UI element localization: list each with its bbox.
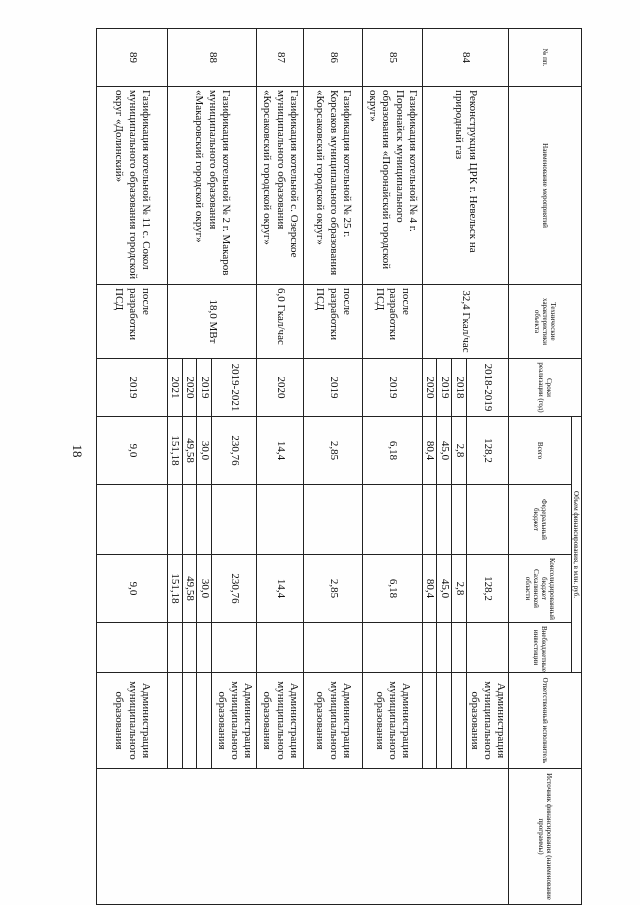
row-consolidated: 128,2 (466, 555, 508, 623)
row-name: Газификация котельной с. Озерское муниципального образования «Корсаковский городской округ» (257, 87, 304, 285)
row-terms: 2019 (437, 359, 452, 417)
row-terms: 2019 (197, 359, 212, 417)
row-terms: 2019 (303, 359, 362, 417)
row-name: Газификация котельной № 4 г. Поронайск муниципального образования «Поронайский городской округ» (363, 87, 422, 285)
row-consolidated: 151,18 (167, 555, 182, 623)
row-total: 14,4 (257, 417, 304, 485)
row-tech: после разработки ПСД (363, 285, 422, 359)
row-num: 86 (303, 29, 362, 87)
row-consolidated: 230,76 (212, 555, 257, 623)
row-name: Газификация котельной № 25 г. Корсаков муниципального образования «Корсаковский городской округ» (303, 87, 362, 285)
header-extra: Внебюджетные инвестиции (509, 623, 571, 673)
header-federal: Федеральный бюджет (509, 485, 571, 555)
row-tech: после разработки ПСД (303, 285, 362, 359)
row-consolidated: 30,0 (197, 555, 212, 623)
row-executor: Администрация муниципального образования (303, 673, 362, 769)
row-terms: 2020 (422, 359, 437, 417)
row-total: 80,4 (422, 417, 437, 485)
row-name: Реконструкция ЦРК г. Невельск на природный газ (422, 87, 509, 285)
row-total: 2,85 (303, 417, 362, 485)
row-consolidated: 6,18 (363, 555, 422, 623)
row-tech: 32,4 Гкал/час (422, 285, 509, 359)
row-terms: 2019-2021 (212, 359, 257, 417)
page-number: 18 (70, 444, 85, 458)
row-tech: после разработки ПСД (97, 285, 168, 359)
row-total: 2,8 (452, 417, 467, 485)
row-consolidated: 45,0 (437, 555, 452, 623)
row-consolidated: 2,8 (452, 555, 467, 623)
row-terms: 2020 (257, 359, 304, 417)
header-source: Источник финансирования (наименование программы) (509, 769, 582, 905)
row-consolidated: 14,4 (257, 555, 304, 623)
row-executor: Администрация муниципального образования (212, 673, 257, 769)
row-tech: 6,0 Гкал/час (257, 285, 304, 359)
header-num: № пп. (509, 29, 582, 87)
header-consolidated: Консолидированный бюджет Сахалинской области (509, 555, 571, 623)
row-num: 85 (363, 29, 422, 87)
header-volume: Объем финансирования, в млн. руб. (571, 417, 581, 673)
row-total: 6,18 (363, 417, 422, 485)
rotated-table-wrapper (96, 28, 582, 904)
row-executor: Администрация муниципального образования (257, 673, 304, 769)
row-federal (466, 485, 508, 555)
row-total: 9,0 (97, 417, 168, 485)
row-total: 45,0 (437, 417, 452, 485)
row-consolidated: 9,0 (97, 555, 168, 623)
header-name: Наименование мероприятий (509, 87, 582, 285)
row-num: 89 (97, 29, 168, 87)
row-total: 128,2 (466, 417, 508, 485)
row-num: 87 (257, 29, 304, 87)
row-consolidated: 2,85 (303, 555, 362, 623)
row-terms: 2018-2019 (466, 359, 508, 417)
row-total: 49,58 (182, 417, 197, 485)
row-name: Газификация котельной № 2 г. Макаров муниципального образования «Макаровский городской округ» (167, 87, 256, 285)
financing-table (96, 28, 582, 905)
header-tech: Технические характеристики объекта (509, 285, 582, 359)
header-executor: Ответственный исполнитель (509, 673, 582, 769)
header-total: Всего (509, 417, 571, 485)
row-name: Газификация котельной № 11 с. Сокол муниципального образования городской округ «Долинский» (97, 87, 168, 285)
table-row (466, 29, 508, 905)
row-terms: 2018 (452, 359, 467, 417)
row-terms: 2021 (167, 359, 182, 417)
row-executor: Администрация муниципального образования (466, 673, 508, 769)
header-terms: Сроки реализации (год) (509, 359, 582, 417)
row-num: 88 (167, 29, 256, 87)
row-consolidated: 49,58 (182, 555, 197, 623)
row-terms: 2019 (97, 359, 168, 417)
row-tech: 18,0 МВт (167, 285, 256, 359)
row-extra (466, 623, 508, 673)
row-consolidated: 80,4 (422, 555, 437, 623)
row-total: 230,76 (212, 417, 257, 485)
row-total: 151,18 (167, 417, 182, 485)
row-executor: Администрация муниципального образования (97, 673, 168, 769)
row-source (97, 769, 509, 905)
row-terms: 2019 (363, 359, 422, 417)
row-num: 84 (422, 29, 509, 87)
row-total: 30,0 (197, 417, 212, 485)
row-executor: Администрация муниципального образования (363, 673, 422, 769)
row-terms: 2020 (182, 359, 197, 417)
